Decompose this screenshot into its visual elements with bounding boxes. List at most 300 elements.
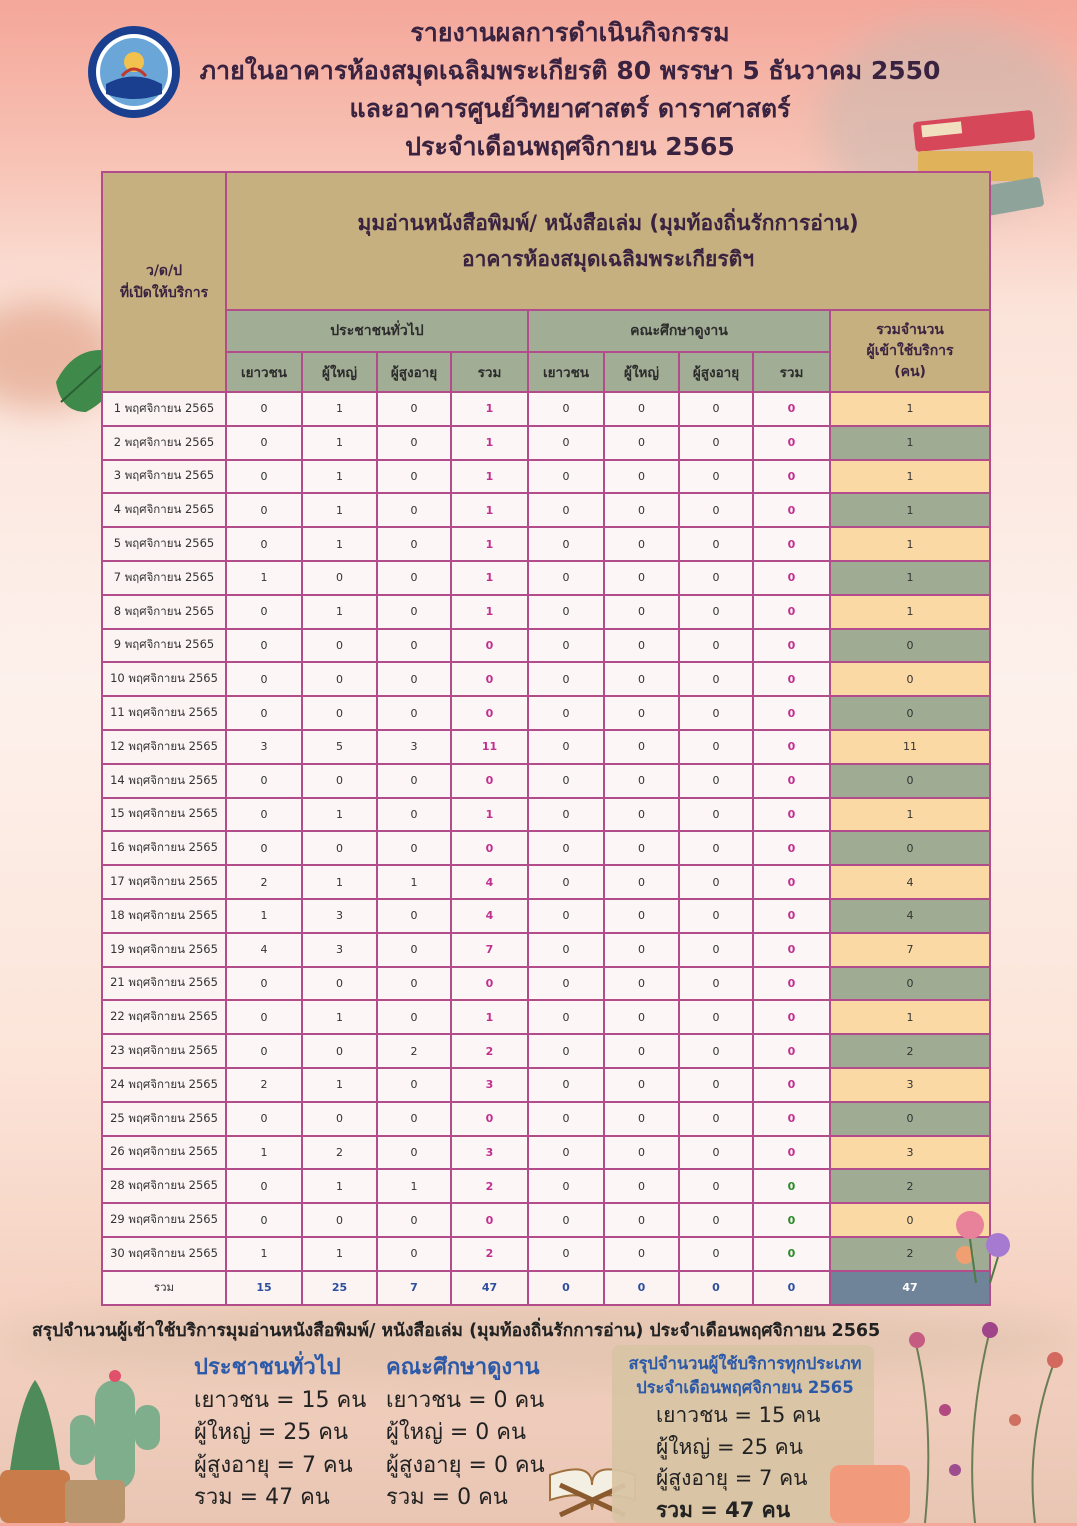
row-total-cell: 1 (830, 493, 990, 527)
table-row (102, 460, 990, 494)
study-cell: 0 (604, 696, 679, 730)
study-cell: 0 (753, 933, 830, 967)
study-cell: 0 (679, 730, 753, 764)
title-line-3: และอาคารศูนย์วิทยาศาสตร์ ดาราศาสตร์ (180, 90, 960, 128)
general-cell: 0 (377, 798, 451, 832)
study-cell: 0 (604, 392, 679, 426)
study-cell: 0 (528, 696, 604, 730)
study-cell: 0 (604, 561, 679, 595)
date-cell: 26 พฤศจิกายน 2565 (102, 1136, 226, 1170)
date-cell: 15 พฤศจิกายน 2565 (102, 798, 226, 832)
general-cell: 1 (226, 1237, 302, 1271)
general-cell: 11 (451, 730, 528, 764)
study-cell: 0 (528, 629, 604, 663)
study-cell: 0 (528, 865, 604, 899)
study-cell: 0 (679, 493, 753, 527)
general-cell: 1 (302, 527, 377, 561)
general-cell: 1 (302, 1237, 377, 1271)
study-cell: 0 (528, 662, 604, 696)
general-cell: 0 (226, 1102, 302, 1136)
study-cell: 0 (528, 831, 604, 865)
table-row (102, 1034, 990, 1068)
summary-title: สรุปจำนวนผู้เข้าใช้บริการมุมอ่านหนังสือพิมพ์/ หนังสือเล่ม (มุมท้องถิ่นรักการอ่าน) ประจำเดือนพฤศจิกายน 2565 (32, 1316, 880, 1344)
date-cell: 3 พฤศจิกายน 2565 (102, 460, 226, 494)
study-cell: 0 (528, 730, 604, 764)
study-cell: 0 (679, 967, 753, 1001)
study-cell: 0 (528, 460, 604, 494)
date-cell: 22 พฤศจิกายน 2565 (102, 1000, 226, 1034)
table-row (102, 1169, 990, 1203)
study-cell: 0 (604, 1203, 679, 1237)
row-total-cell: 4 (830, 899, 990, 933)
general-cell: 0 (451, 764, 528, 798)
general-cell: 0 (226, 1203, 302, 1237)
general-cell: 1 (451, 561, 528, 595)
general-cell: 0 (226, 967, 302, 1001)
general-cell: 0 (226, 696, 302, 730)
table-row (102, 730, 990, 764)
date-cell: 11 พฤศจิกายน 2565 (102, 696, 226, 730)
general-cell: 1 (302, 1000, 377, 1034)
table-row (102, 899, 990, 933)
general-cell: 0 (377, 527, 451, 561)
general-cell: 0 (377, 899, 451, 933)
group-general-header: ประชาชนทั่วไป (226, 310, 528, 352)
general-cell: 0 (377, 426, 451, 460)
row-total-cell: 1 (830, 392, 990, 426)
study-cell: 0 (604, 1136, 679, 1170)
general-cell: 1 (451, 426, 528, 460)
study-cell: 0 (753, 967, 830, 1001)
general-cell: 1 (451, 392, 528, 426)
general-cell: 0 (226, 595, 302, 629)
flowers-illustration (895, 1300, 1077, 1523)
table-row (102, 865, 990, 899)
summary-all-heading-1: สรุปจำนวนผู้ใช้บริการทุกประเภท (620, 1352, 870, 1376)
general-cell: 3 (302, 933, 377, 967)
summary-all-heading-2: ประจำเดือนพฤศจิกายน 2565 (620, 1376, 870, 1400)
study-cell: 0 (604, 798, 679, 832)
date-cell: 8 พฤศจิกายน 2565 (102, 595, 226, 629)
general-cell: 7 (451, 933, 528, 967)
general-cell: 1 (451, 798, 528, 832)
general-cell: 3 (226, 730, 302, 764)
general-cell: 0 (302, 1034, 377, 1068)
study-cell: 0 (679, 392, 753, 426)
summary-general-adult: ผู้ใหญ่ = 25 คน (194, 1417, 366, 1450)
study-cell: 0 (753, 730, 830, 764)
table-row (102, 561, 990, 595)
general-cell: 2 (302, 1136, 377, 1170)
date-cell: 17 พฤศจิกายน 2565 (102, 865, 226, 899)
date-cell: 28 พฤศจิกายน 2565 (102, 1169, 226, 1203)
footer-total-cell: 47 (830, 1271, 990, 1305)
study-cell: 0 (604, 764, 679, 798)
visitor-table (101, 171, 991, 1306)
general-cell: 0 (377, 1000, 451, 1034)
sub-header-cell: รวม (753, 352, 830, 392)
study-cell: 0 (679, 696, 753, 730)
general-cell: 0 (377, 460, 451, 494)
date-cell: 2 พฤศจิกายน 2565 (102, 426, 226, 460)
general-cell: 1 (377, 1169, 451, 1203)
study-cell: 0 (679, 662, 753, 696)
row-total-cell: 1 (830, 561, 990, 595)
study-cell: 0 (753, 865, 830, 899)
study-cell: 0 (528, 764, 604, 798)
date-cell: 1 พฤศจิกายน 2565 (102, 392, 226, 426)
sub-header-cell: ผู้ใหญ่ (604, 352, 679, 392)
study-cell: 0 (528, 527, 604, 561)
row-total-cell: 0 (830, 967, 990, 1001)
general-cell: 0 (377, 662, 451, 696)
study-cell: 0 (679, 1169, 753, 1203)
summary-all-youth: เยาวชน = 15 คน (620, 1400, 870, 1432)
study-cell: 0 (679, 831, 753, 865)
report-title (180, 14, 960, 166)
table-row (102, 933, 990, 967)
summary-study (386, 1352, 545, 1515)
footer-label: รวม (102, 1271, 226, 1305)
summary-general-youth: เยาวชน = 15 คน (194, 1385, 366, 1418)
general-cell: 0 (451, 662, 528, 696)
study-cell: 0 (679, 1000, 753, 1034)
row-total-cell: 2 (830, 1169, 990, 1203)
sub-header-cell: เยาวชน (528, 352, 604, 392)
study-cell: 0 (753, 493, 830, 527)
study-cell: 0 (679, 1068, 753, 1102)
summary-general-elder: ผู้สูงอายุ = 7 คน (194, 1450, 366, 1483)
sub-header-cell: ผู้สูงอายุ (679, 352, 753, 392)
row-total-cell: 1 (830, 527, 990, 561)
study-cell: 0 (753, 561, 830, 595)
general-cell: 0 (226, 831, 302, 865)
date-cell: 12 พฤศจิกายน 2565 (102, 730, 226, 764)
study-cell: 0 (679, 1136, 753, 1170)
study-cell: 0 (528, 1102, 604, 1136)
summary-all-total: รวม = 47 คน (620, 1495, 870, 1526)
table-row (102, 595, 990, 629)
study-cell: 0 (753, 831, 830, 865)
general-cell: 1 (302, 493, 377, 527)
date-cell: 4 พฤศจิกายน 2565 (102, 493, 226, 527)
organization-logo (86, 24, 182, 120)
general-cell: 0 (451, 831, 528, 865)
study-cell: 0 (753, 696, 830, 730)
footer-study-cell: 0 (604, 1271, 679, 1305)
study-cell: 0 (679, 629, 753, 663)
general-cell: 5 (302, 730, 377, 764)
group-study-header: คณะศึกษาดูงาน (528, 310, 830, 352)
general-cell: 0 (377, 392, 451, 426)
total-header-line-2: ผู้เข้าใช้บริการ (831, 341, 989, 362)
general-cell: 1 (226, 561, 302, 595)
study-cell: 0 (604, 493, 679, 527)
total-header-line-1: รวมจำนวน (831, 320, 989, 341)
table-row (102, 629, 990, 663)
table-row (102, 1136, 990, 1170)
general-cell: 0 (302, 831, 377, 865)
table-row (102, 1102, 990, 1136)
sub-header-cell: รวม (451, 352, 528, 392)
general-cell: 1 (451, 493, 528, 527)
table-row (102, 392, 990, 426)
general-cell: 0 (451, 629, 528, 663)
general-cell: 0 (226, 1000, 302, 1034)
general-cell: 0 (377, 831, 451, 865)
study-cell: 0 (604, 595, 679, 629)
study-cell: 0 (604, 899, 679, 933)
table-row (102, 1068, 990, 1102)
general-cell: 1 (377, 865, 451, 899)
general-cell: 0 (451, 967, 528, 1001)
study-cell: 0 (753, 1102, 830, 1136)
general-cell: 0 (226, 1169, 302, 1203)
cactus-illustration (0, 1340, 190, 1523)
summary-all-elder: ผู้สูงอายุ = 7 คน (620, 1463, 870, 1495)
row-total-cell: 3 (830, 1068, 990, 1102)
date-cell: 21 พฤศจิกายน 2565 (102, 967, 226, 1001)
general-cell: 0 (302, 764, 377, 798)
general-cell: 1 (451, 460, 528, 494)
general-cell: 2 (226, 1068, 302, 1102)
date-cell: 23 พฤศจิกายน 2565 (102, 1034, 226, 1068)
total-header-cell (830, 310, 990, 392)
general-cell: 0 (377, 1136, 451, 1170)
study-cell: 0 (604, 1102, 679, 1136)
date-cell: 24 พฤศจิกายน 2565 (102, 1068, 226, 1102)
table-footer-row (102, 1271, 990, 1305)
study-cell: 0 (604, 1068, 679, 1102)
study-cell: 0 (679, 1237, 753, 1271)
general-cell: 0 (226, 1034, 302, 1068)
study-cell: 0 (753, 899, 830, 933)
general-cell: 3 (377, 730, 451, 764)
general-cell: 0 (226, 392, 302, 426)
study-cell: 0 (753, 1237, 830, 1271)
general-cell: 0 (226, 798, 302, 832)
study-cell: 0 (528, 1237, 604, 1271)
general-cell: 0 (302, 662, 377, 696)
study-cell: 0 (679, 1034, 753, 1068)
general-cell: 4 (226, 933, 302, 967)
general-cell: 0 (451, 1203, 528, 1237)
study-cell: 0 (528, 561, 604, 595)
study-cell: 0 (604, 1237, 679, 1271)
study-cell: 0 (753, 460, 830, 494)
date-cell: 9 พฤศจิกายน 2565 (102, 629, 226, 663)
general-cell: 0 (302, 561, 377, 595)
study-cell: 0 (679, 933, 753, 967)
table-row (102, 831, 990, 865)
general-cell: 1 (302, 460, 377, 494)
summary-study-heading: คณะศึกษาดูงาน (386, 1352, 545, 1385)
study-cell: 0 (753, 1034, 830, 1068)
summary-general-heading: ประชาชนทั่วไป (194, 1352, 366, 1385)
date-header-line-2: ที่เปิดให้บริการ (103, 282, 225, 304)
study-cell: 0 (753, 662, 830, 696)
row-total-cell: 0 (830, 662, 990, 696)
study-cell: 0 (753, 426, 830, 460)
table-row (102, 662, 990, 696)
general-cell: 0 (226, 629, 302, 663)
table-row (102, 764, 990, 798)
footer-study-cell: 0 (679, 1271, 753, 1305)
date-cell: 7 พฤศจิกายน 2565 (102, 561, 226, 595)
row-total-cell: 2 (830, 1237, 990, 1271)
row-total-cell: 3 (830, 1136, 990, 1170)
general-cell: 0 (377, 1237, 451, 1271)
date-header-line-1: ว/ด/ป (103, 260, 225, 282)
general-cell: 2 (451, 1034, 528, 1068)
footer-study-cell: 0 (753, 1271, 830, 1305)
row-total-cell: 1 (830, 798, 990, 832)
general-cell: 0 (377, 1068, 451, 1102)
general-cell: 1 (451, 1000, 528, 1034)
row-total-cell: 0 (830, 831, 990, 865)
study-cell: 0 (528, 1169, 604, 1203)
table-row (102, 696, 990, 730)
study-cell: 0 (528, 595, 604, 629)
study-cell: 0 (528, 1203, 604, 1237)
study-cell: 0 (753, 527, 830, 561)
general-cell: 1 (302, 595, 377, 629)
date-cell: 5 พฤศจิกายน 2565 (102, 527, 226, 561)
date-cell: 18 พฤศจิกายน 2565 (102, 899, 226, 933)
general-cell: 0 (377, 561, 451, 595)
study-cell: 0 (679, 460, 753, 494)
study-cell: 0 (753, 798, 830, 832)
general-cell: 2 (377, 1034, 451, 1068)
general-cell: 2 (451, 1169, 528, 1203)
summary-study-youth: เยาวชน = 0 คน (386, 1385, 545, 1418)
study-cell: 0 (679, 1203, 753, 1237)
summary-study-total: รวม = 0 คน (386, 1482, 545, 1515)
study-cell: 0 (753, 1169, 830, 1203)
study-cell: 0 (679, 899, 753, 933)
study-cell: 0 (753, 629, 830, 663)
study-cell: 0 (604, 1169, 679, 1203)
row-total-cell: 7 (830, 933, 990, 967)
general-cell: 0 (226, 662, 302, 696)
study-cell: 0 (679, 1102, 753, 1136)
row-total-cell: 0 (830, 696, 990, 730)
general-cell: 1 (226, 1136, 302, 1170)
date-cell: 14 พฤศจิกายน 2565 (102, 764, 226, 798)
study-cell: 0 (604, 1000, 679, 1034)
general-cell: 0 (377, 595, 451, 629)
date-header-cell (102, 172, 226, 392)
general-cell: 0 (302, 1203, 377, 1237)
study-cell: 0 (528, 933, 604, 967)
date-cell: 29 พฤศจิกายน 2565 (102, 1203, 226, 1237)
study-cell: 0 (604, 527, 679, 561)
date-cell: 19 พฤศจิกายน 2565 (102, 933, 226, 967)
study-cell: 0 (753, 1068, 830, 1102)
table-row (102, 426, 990, 460)
study-cell: 0 (604, 831, 679, 865)
summary-all-adult: ผู้ใหญ่ = 25 คน (620, 1432, 870, 1464)
main-header-cell (226, 172, 990, 310)
row-total-cell: 0 (830, 1102, 990, 1136)
general-cell: 1 (302, 865, 377, 899)
general-cell: 0 (302, 629, 377, 663)
general-cell: 2 (226, 865, 302, 899)
table-row (102, 527, 990, 561)
flower-illustration (940, 1195, 1030, 1285)
general-cell: 1 (451, 595, 528, 629)
table-row (102, 798, 990, 832)
footer-general-cell: 7 (377, 1271, 451, 1305)
general-cell: 0 (377, 933, 451, 967)
row-total-cell: 0 (830, 629, 990, 663)
study-cell: 0 (528, 1000, 604, 1034)
row-total-cell: 2 (830, 1034, 990, 1068)
study-cell: 0 (604, 967, 679, 1001)
study-cell: 0 (679, 865, 753, 899)
study-cell: 0 (604, 1034, 679, 1068)
study-cell: 0 (753, 392, 830, 426)
general-cell: 0 (302, 696, 377, 730)
general-cell: 0 (451, 696, 528, 730)
general-cell: 0 (302, 1102, 377, 1136)
footer-general-cell: 25 (302, 1271, 377, 1305)
general-cell: 1 (226, 899, 302, 933)
study-cell: 0 (528, 967, 604, 1001)
table-row (102, 967, 990, 1001)
row-total-cell: 0 (830, 1203, 990, 1237)
general-cell: 0 (377, 493, 451, 527)
general-cell: 2 (451, 1237, 528, 1271)
general-cell: 1 (302, 1068, 377, 1102)
study-cell: 0 (604, 933, 679, 967)
general-cell: 0 (451, 1102, 528, 1136)
general-cell: 1 (302, 426, 377, 460)
table-row (102, 1203, 990, 1237)
row-total-cell: 1 (830, 460, 990, 494)
general-cell: 4 (451, 899, 528, 933)
study-cell: 0 (679, 426, 753, 460)
summary-general (194, 1352, 366, 1515)
general-cell: 0 (377, 1203, 451, 1237)
general-cell: 0 (377, 764, 451, 798)
study-cell: 0 (604, 865, 679, 899)
general-cell: 0 (226, 493, 302, 527)
general-cell: 0 (226, 764, 302, 798)
sub-header-cell: ผู้สูงอายุ (377, 352, 451, 392)
study-cell: 0 (753, 764, 830, 798)
study-cell: 0 (528, 1034, 604, 1068)
study-cell: 0 (679, 798, 753, 832)
total-header-line-3: (คน) (831, 362, 989, 383)
title-line-2: ภายในอาคารห้องสมุดเฉลิมพระเกียรติ 80 พรรษา 5 ธันวาคม 2550 (180, 52, 960, 90)
general-cell: 0 (377, 1102, 451, 1136)
row-total-cell: 11 (830, 730, 990, 764)
study-cell: 0 (528, 1068, 604, 1102)
general-cell: 1 (302, 392, 377, 426)
summary-study-elder: ผู้สูงอายุ = 0 คน (386, 1450, 545, 1483)
general-cell: 0 (302, 967, 377, 1001)
date-cell: 25 พฤศจิกายน 2565 (102, 1102, 226, 1136)
study-cell: 0 (604, 426, 679, 460)
study-cell: 0 (753, 1136, 830, 1170)
general-cell: 0 (377, 629, 451, 663)
date-cell: 10 พฤศจิกายน 2565 (102, 662, 226, 696)
row-total-cell: 1 (830, 1000, 990, 1034)
study-cell: 0 (604, 460, 679, 494)
study-cell: 0 (528, 899, 604, 933)
study-cell: 0 (753, 1000, 830, 1034)
